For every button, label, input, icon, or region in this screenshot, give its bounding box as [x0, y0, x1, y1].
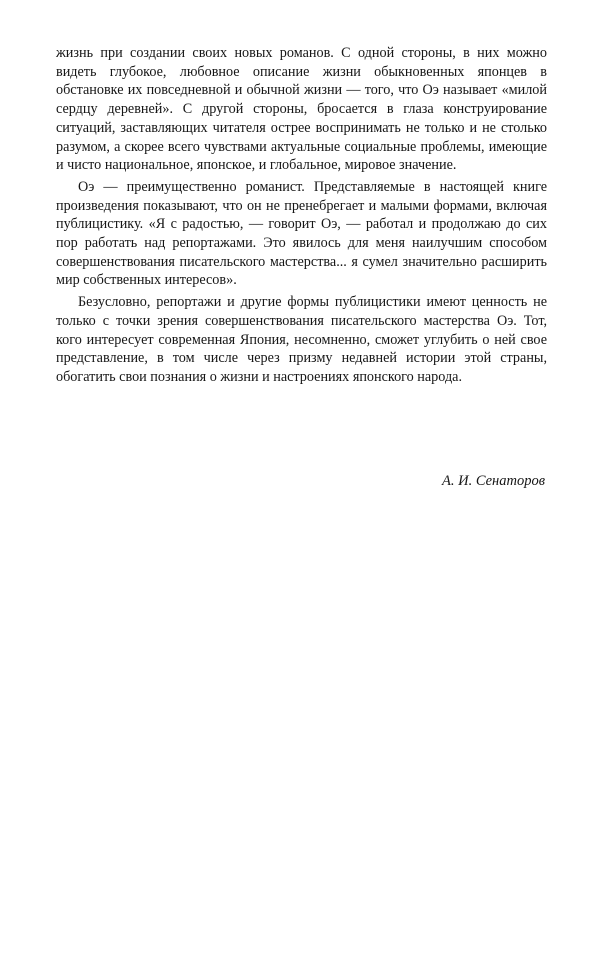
- paragraph-3: Безусловно, репортажи и другие формы публицистики имеют ценность не только с точки зрения совершенствования писательского мастерства Оэ. Тот, кого интересует современная Япония, несомненно, сможет углубить о ней свое представление, в том числе через призму недавней истории этой страны, обогатить свои познания о жизни и настроениях японского народа.: [56, 294, 547, 385]
- body-text: [56, 44, 547, 387]
- paragraph-1: жизнь при создании своих новых романов. С одной стороны, в них можно видеть глубокое, любовное описание жизни обыкновенных японцев в обстановке их повседневной и обычной жизни — того, что Оэ называет «милой сердцу деревней». С другой стороны, бросается в глаза конструирование ситуаций, заставляющих читателя острее воспринимать не только и не столько разумом, а скорее всего чувствами актуальные социальные проблемы, имеющие и чисто национальное, японское, и глобальное, мировое значение.: [56, 45, 547, 174]
- paragraph-2: Оэ — преимущественно романист. Представляемые в настоящей книге произведения показывают, что он не пренебрегает и малыми формами, включая публицистику. «Я с радостью, — говорит Оэ, — работал и продолжаю до сих пор работать над репортажами. Это явилось для меня наилучшим способом совершенствования писательского мастерства... я сумел значительно расширить мир собственных интересов».: [56, 178, 547, 289]
- author-signature: А. И. Сенаторов: [442, 473, 545, 489]
